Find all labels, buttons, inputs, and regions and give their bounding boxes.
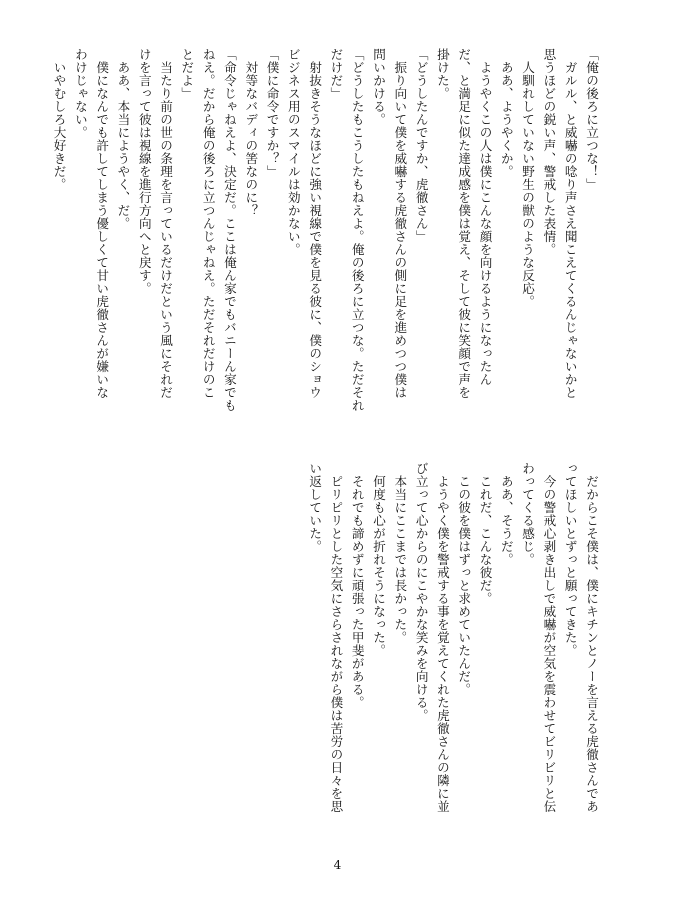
text-line: わけじゃない。 [72, 48, 88, 139]
text-line: ようやくこの人は僕にこんな顔を向けるようになったん [477, 48, 493, 386]
text-line: 対等なバディの筈なのに？ [243, 48, 259, 217]
text-line: 掛けた。 [434, 48, 450, 100]
text-line: それでも諦めずに頑張った甲斐がある。 [349, 462, 365, 709]
text-line: 「命令じゃねえよ、決定だ。ここは俺ん家でもバニーん家でも [221, 48, 237, 412]
text-line: ってほしいとずっと願ってきた。 [562, 462, 578, 657]
text-line: ピリピリとした空気にさらされながら僕は苦労の日々を思 [328, 462, 344, 813]
text-line: 振り向いて僕を威嚇する虎徹さんの側に足を進めつつ僕は [392, 48, 408, 399]
text-line: 本当にここまでは長かった。 [392, 462, 408, 644]
text-block-top [48, 48, 602, 448]
text-line: 「僕に命令ですか？」 [264, 48, 280, 178]
text-line: ビジネス用のスマイルは効かない。 [285, 48, 301, 256]
text-line: ああ、そうだ。 [498, 462, 514, 566]
text-line: ガルル、と威嚇の唸り声さえ聞こえてくるんじゃないかと [562, 48, 578, 399]
text-line: いやむしろ大好きだ。 [51, 48, 67, 191]
text-line: ねえ。だから俺の後ろに立つんじゃねえ。ただそれだけのこ [200, 48, 216, 399]
text-line: 思うほどの鋭い声、警戒した表情。 [541, 48, 557, 256]
text-line: だからこそ僕は、僕にキチンとノーを言える虎徹さんであ [584, 462, 599, 813]
text-block-bottom [304, 462, 602, 862]
text-line: けを言って彼は視線を進行方向へと戻す。 [136, 48, 152, 295]
text-line: 当たり前の世の条理を言っているだけだという風にそれだ [158, 48, 174, 399]
text-line: 僕になんでも許してしまう優しくて甘い虎徹さんが嫌いな [94, 48, 110, 399]
text-line: 今の警戒心剥き出しで威嚇が空気を震わせてビリビリと伝 [541, 462, 557, 813]
text-line: 「どうしたんですか、虎徹さん」 [413, 48, 429, 243]
text-line: わってくる感じ。 [520, 462, 536, 566]
text-line: とだよ」 [179, 48, 195, 100]
text-line: 射抜きそうなほどに強い視線で僕を見る彼に、僕のショウ [307, 48, 323, 399]
text-line: 何度も心が折れそうになった。 [371, 462, 387, 657]
text-line: ああ、ようやくか。 [498, 48, 514, 178]
page-number: 4 [333, 858, 342, 872]
text-line: ようやく僕を警戒する事を覚えてくれた虎徹さんの隣に並 [434, 462, 450, 813]
text-line: 人馴れしていない野生の獣のような反応。 [520, 48, 536, 308]
text-line: だ、と満足に似た達成感を僕は覚え、そして彼に笑顔で声を [456, 48, 472, 399]
text-line: び立って心からのにこやかな笑みを向ける。 [413, 462, 429, 722]
text-line: 「どうしたもこうしたもねえよ。俺の後ろに立つな。ただそれ [349, 48, 365, 412]
text-line: だけだ」 [328, 48, 344, 100]
text-line: い返していた。 [307, 462, 323, 553]
text-line: この彼を僕はずっと求めていたんだ。 [456, 462, 472, 696]
text-line: 「俺の後ろに立つな！」 [584, 48, 599, 191]
text-line: ああ、本当にようやく、だ。 [115, 48, 131, 230]
text-line: 問いかける。 [371, 48, 387, 126]
text-line: これだ、こんな彼だ。 [477, 462, 493, 605]
